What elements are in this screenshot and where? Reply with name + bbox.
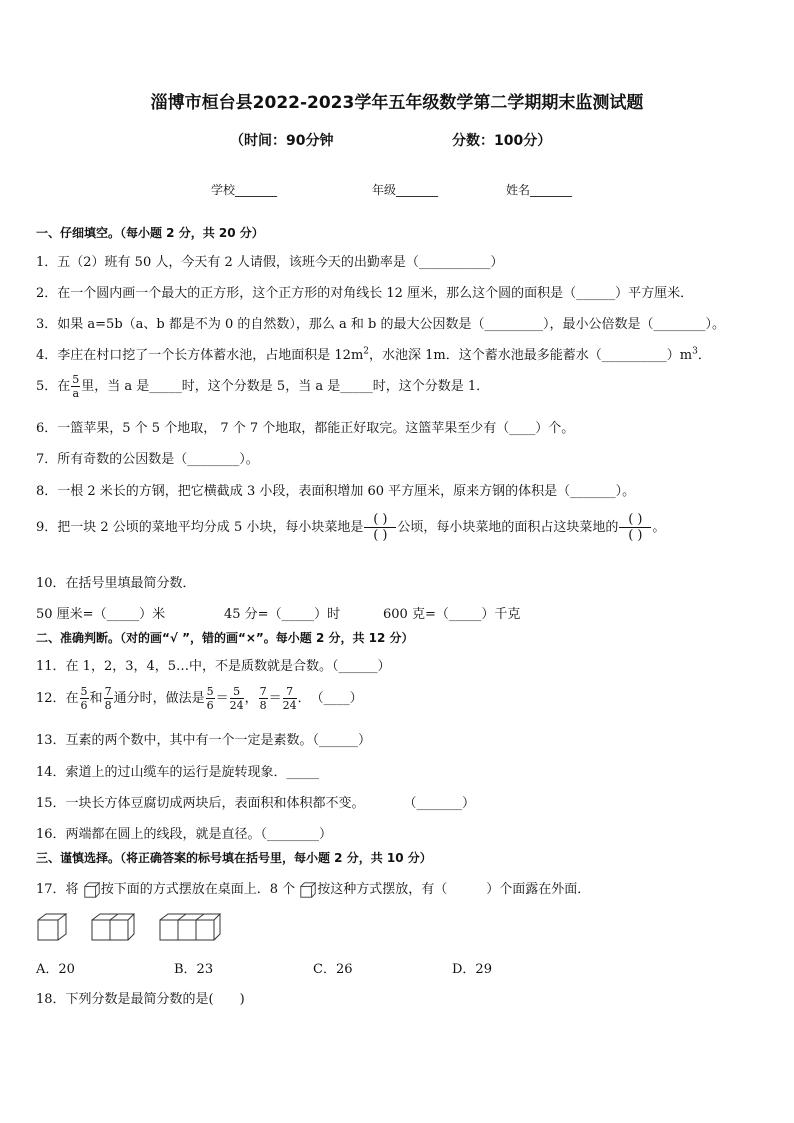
- question-2: 2．在一个圆内画一个最大的正方形，这个正方形的对角线长 12 厘米，那么这个圆的面积是（______）平方厘米．: [36, 286, 694, 301]
- option-d: D．29: [452, 962, 492, 977]
- question-11: 11．在 1，2，3，4，5…中，不是质数就是合数。（______）: [36, 659, 391, 674]
- superscript-2: 2: [363, 346, 370, 357]
- question-14: 14．索道上的过山缆车的运行是旋转现象．_____: [36, 765, 320, 780]
- two-cubes-figure: [90, 912, 136, 942]
- question-9-part3: 。: [652, 520, 666, 535]
- blank-fraction: $\frac{( )}{( )}$: [619, 512, 651, 543]
- option-c: C．26: [313, 962, 353, 977]
- section-1-heading: 一、仔细填空。（每小题 2 分，共 20 分）: [36, 226, 264, 240]
- exam-score: 分数：100分）: [452, 133, 552, 149]
- option-b: B．23: [174, 962, 214, 977]
- cube-icon: [299, 881, 317, 899]
- fraction: $\frac{7}{8}$: [104, 685, 112, 712]
- question-17: 17．将 按下面的方式摆放在桌面上．8 个 按这种方式摆放，有（ ）个面露在外面．: [36, 882, 591, 897]
- fraction: $\frac{5}{6}$: [80, 685, 88, 712]
- page-title: 淄博市桓台县2022-2023学年五年级数学第二学期期末监测试题: [150, 93, 644, 113]
- question-12: 12．在 $\frac{5}{6}$ 和 $\frac{7}{8}$ 通分时，做法是 $\frac{5}{6}$ ＝ $\frac{5}{24}$ ， $\frac{7}{8}$ ＝ $\frac{7}{24}$ ． （____）: [36, 685, 363, 712]
- question-4-part2: ，水池深 1m．这个蓄水池最多能蓄水（__________）m: [369, 348, 693, 363]
- question-1: 1．五（2）班有 50 人，今天有 2 人请假，该班今天的出勤率是（___________）: [36, 255, 504, 270]
- school-field: 学校_______: [211, 183, 278, 197]
- section-2-heading: 二、准确判断。（对的画“√ ”，错的画“×”。每小题 2 分，共 12 分）: [36, 631, 414, 645]
- question-4: [36, 344, 711, 363]
- option-a: A．20: [36, 962, 75, 977]
- question-10: 10．在括号里填最简分数．: [36, 576, 196, 591]
- exam-time: （时间：90分钟: [230, 133, 334, 149]
- question-10b: 45 分=（_____）时: [224, 607, 341, 622]
- question-13: 13．互素的两个数中，其中有一个一定是素数。（______）: [36, 733, 372, 748]
- name-field: 姓名_______: [506, 183, 573, 197]
- fraction: $\frac{7}{24}$: [282, 685, 297, 712]
- question-5-part1: 5．在: [36, 379, 71, 394]
- question-4-part3: ．: [697, 348, 711, 363]
- question-9: [36, 512, 665, 543]
- denominator: a: [72, 387, 80, 400]
- question-10c: 600 克=（_____）千克: [383, 607, 521, 622]
- question-5-part2: 里，当 a 是_____时，这个分数是 5，当 a 是_____时，这个分数是 1．: [81, 379, 490, 394]
- fraction: $\frac{7}{8}$: [259, 685, 267, 712]
- three-cubes-figure: [158, 912, 222, 942]
- question-4-part1: 4．李庄在村口挖了一个长方体蓄水池，占地面积是 12m: [36, 348, 364, 363]
- section-3-heading: 三、谨慎选择。（将正确答案的标号填在括号里，每小题 2 分，共 10 分）: [36, 851, 432, 865]
- numerator: 5: [72, 373, 80, 386]
- fraction: $\frac{5}{6}$: [206, 685, 214, 712]
- question-7: 7．所有奇数的公因数是（________）。: [36, 452, 259, 467]
- question-5: [36, 374, 489, 399]
- superscript-3: 3: [692, 346, 698, 357]
- blank-fraction: $\frac{( )}{( )}$: [364, 512, 396, 543]
- cube-icon: [83, 881, 101, 899]
- question-6: 6．一篮苹果，5 个 5 个地取， 7 个 7 个地取，都能正好取完。这篮苹果至少有（____）个。: [36, 421, 575, 436]
- question-15: 15．一块长方体豆腐切成两块后，表面积和体积都不变。 （_______）: [36, 796, 476, 811]
- question-8: 8．一根 2 米长的方钢，把它横截成 3 小段，表面积增加 60 平方厘米，原来方钢的体积是（_______）。: [36, 484, 636, 499]
- grade-field: 年级_______: [372, 183, 439, 197]
- fraction: $\frac{5}{24}$: [229, 685, 244, 712]
- question-16: 16．两端都在圆上的线段，就是直径。（________）: [36, 827, 333, 842]
- question-10a: 50 厘米=（_____）米: [36, 607, 166, 622]
- question-9-part2: 公顷，每小块菜地的面积占这块菜地的: [397, 520, 619, 535]
- question-9-part1: 9．把一块 2 公顷的菜地平均分成 5 小块，每小块菜地是: [36, 520, 364, 535]
- fraction-5-over-a: [71, 374, 80, 399]
- question-18: 18．下列分数是最简分数的是( ): [36, 992, 245, 1007]
- question-3: 3．如果 a=5b（a、b 都是不为 0 的自然数），那么 a 和 b 的最大公因数是（_________），最小公倍数是（________）。: [36, 317, 725, 332]
- one-cube-figure: [36, 912, 68, 942]
